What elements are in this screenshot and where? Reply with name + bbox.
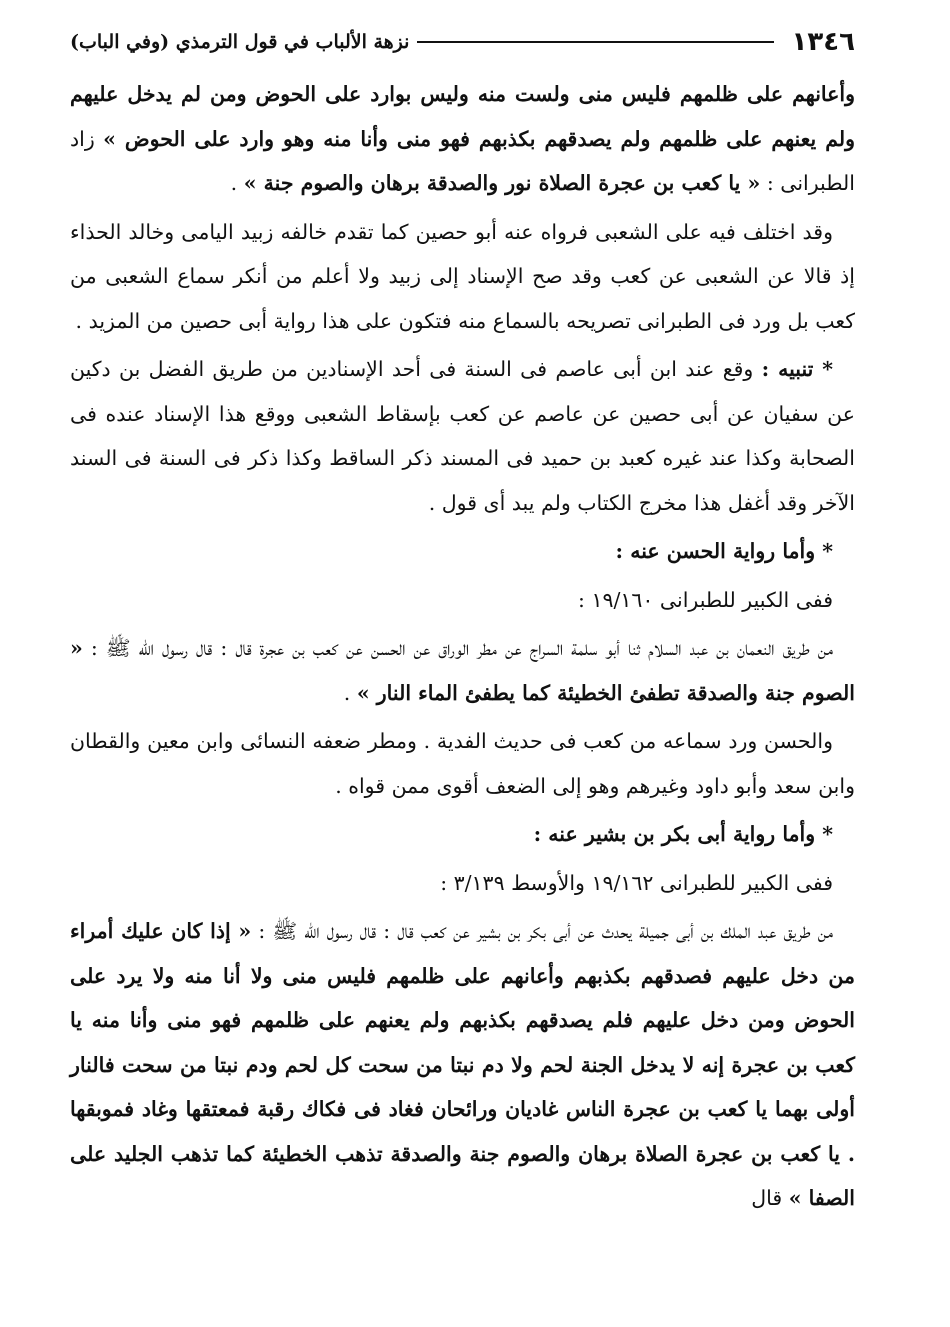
- paragraph-2: وقد اختلف فيه على الشعبى فرواه عنه أبو حصين كما تقدم خالفه زبيد اليامى وخالد الحذاء إذ قالا عن الشعبى عن كعب وقد صح الإسناد إلى زبيد ولا أعلم من أنكر سماع الشعبى من كعب بل ورد فى الطبرانى تصريحه بالسماع منه فتكون على هذا رواية أبى حصين من المزيد .: [70, 219, 855, 333]
- source-citation-1: ففى الكبير للطبرانى ١٩/١٦٠ :: [578, 587, 833, 612]
- isnad-text: من طريق عبد الملك بن أبى جميلة يحدث عن أبى بكر بن بشير عن كعب قال : قال رسول الله ﷺ :: [251, 919, 833, 943]
- isnad-text: من طريق النعمان بن عبد السلام ثنا أبو سلمة السراج عن مطر الوراق عن الحسن عن كعب بن عجرة قال : قال رسول الله ﷺ :: [82, 636, 833, 660]
- section-heading-hasan: * وأما رواية الحسن عنه :: [615, 539, 833, 563]
- note-label: * تنبيه :: [761, 357, 833, 381]
- paragraph-note: [70, 347, 855, 525]
- page-number: ١٣٤٦: [791, 27, 855, 57]
- page-header: [70, 22, 855, 62]
- paragraph-6: من طريق عبد الملك بن أبى جميلة يحدث عن أبى بكر بن بشير عن كعب قال : قال رسول الله ﷺ : « إذا كان عليك أمراء من دخل عليهم فصدقهم بكذبهم وأعانهم على ظلمهم فليس منى ولا أنا منه ولا يرد على الحوض ومن دخل عليهم فلم يصدقهم بكذبهم ولم يعنهم على ظلمهم فهو منى وأنا منه يا كعب بن عجرة إنه لا يدخل الجنة لحم ولا دم نبتا من سحت كل لحم ودم نبتا من سحت فالنار أولى بهما يا كعب بن عجرة الناس غاديان ورائحان فغاد فى فكاك رقبة فمعتقها وغاد فموبقها . يا كعب بن عجرة الصلاة برهان والصوم جنة والصدقة تذهب الخطيئة كما تذهب الجليد على الصفا » قال: [70, 919, 855, 1210]
- hadith-continuation: وأعانهم على ظلمهم فليس منى ولست منه وليس بوارد على الحوض ومن لم يدخل عليهم ولم يعنهم على ظلمهم ولم يصدقهم بكذبهم فهو منى وأنا منه وهو وارد على الحوض »: [70, 82, 855, 151]
- section-heading-abubakr: * وأما رواية أبى بكر بن بشير عنه :: [533, 822, 833, 846]
- hadith-quote: « يا كعب بن عجرة الصلاة نور والصدقة برهان والصوم جنة »: [243, 171, 761, 195]
- hadith-quote: « إذا كان عليك أمراء من دخل عليهم فصدقهم بكذبهم وأعانهم على ظلمهم فليس منى ولا أنا منه ولا يرد على الحوض ومن دخل عليهم فلم يصدقهم بكذبهم ولم يعنهم على ظلمهم فهو منى وأنا منه يا كعب بن عجرة إنه لا يدخل الجنة لحم ولا دم نبتا من سحت كل لحم ودم نبتا من سحت فالنار أولى بهما يا كعب بن عجرة الناس غاديان ورائحان فغاد فى فكاك رقبة فمعتقها وغاد فموبقها . يا كعب بن عجرة الصلاة برهان والصوم جنة والصدقة تذهب الخطيئة كما تذهب الجليد على الصفا »: [70, 919, 855, 1210]
- running-title: نزهة الألباب في قول الترمذي (وفي الباب): [70, 31, 410, 53]
- source-citation-2: ففى الكبير للطبرانى ١٩/١٦٢ والأوسط ٣/١٣٩ :: [440, 870, 833, 895]
- note-text: وقع عند ابن أبى عاصم فى السنة فى أحد الإسنادين من طريق الفضل بن دكين عن سفيان عن أبى حصين عن عاصم عن كعب بإسقاط الشعبى ووقع هذا الإسناد عنده فى الصحابة وكذا عند غيره كعبد بن حميد فى المسند ذكر الساقط وكذا ذكر فى السنة فى السند الآخر وقد أغفل هذا مخرج الكتاب ولم يبد أى قول .: [70, 357, 855, 515]
- tabarani-addition: زاد الطبرانى :: [70, 126, 855, 195]
- book-page: [70, 22, 855, 1327]
- header-rule: [417, 41, 773, 43]
- page-body: [70, 72, 855, 1221]
- paragraph-4: من طريق النعمان بن عبد السلام ثنا أبو سلمة السراج عن مطر الوراق عن الحسن عن كعب بن عجرة قال : قال رسول الله ﷺ : « الصوم جنة والصدقة تطفئ الخطيئة كما يطفئ الماء النار » .: [70, 636, 855, 705]
- paragraph-5: والحسن ورد سماعه من كعب فى حديث الفدية . ومطر ضعفه النسائى وابن معين والقطان وابن سعد وأبو داود وغيرهم وهو إلى الضعف أقوى ممن قواه .: [70, 729, 855, 798]
- hadith-quote: « الصوم جنة والصدقة تطفئ الخطيئة كما يطفئ الماء النار »: [70, 636, 855, 705]
- paragraph-1: وأعانهم على ظلمهم فليس منى ولست منه وليس بوارد على الحوض ومن لم يدخل عليهم ولم يعنهم على ظلمهم ولم يصدقهم بكذبهم فهو منى وأنا منه وهو وارد على الحوض » زاد الطبرانى : « يا كعب بن عجرة الصلاة نور والصدقة برهان والصوم جنة » .: [70, 82, 855, 195]
